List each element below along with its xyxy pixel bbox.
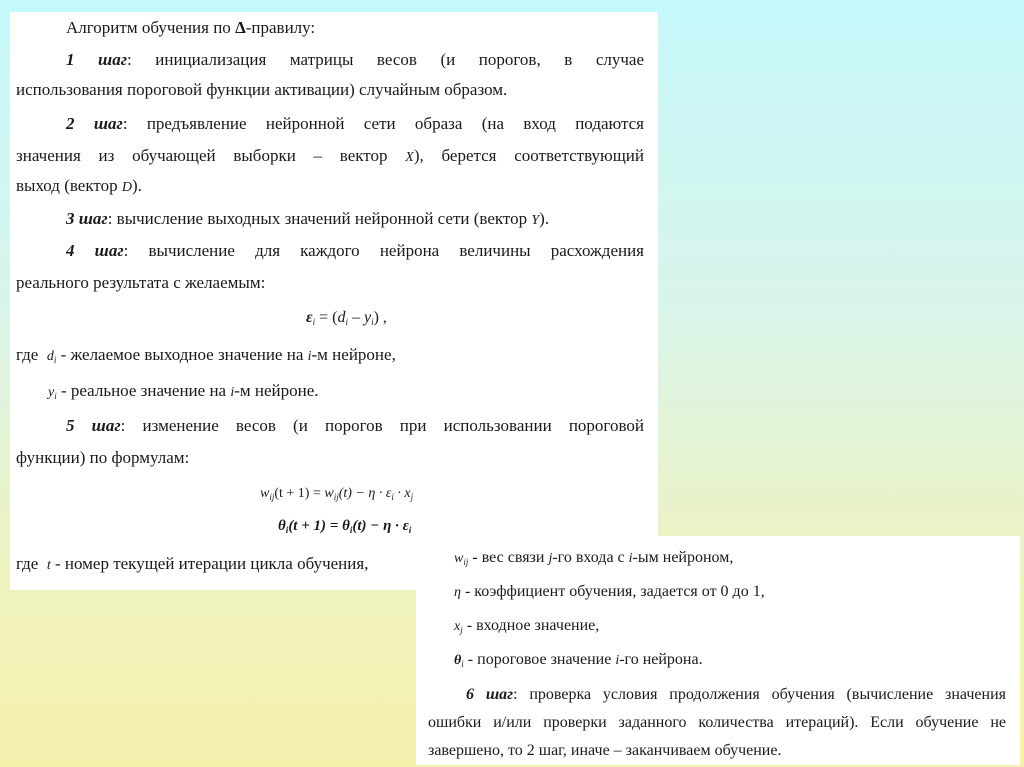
step2-text-1: предъявление нейронной сети образа (на вход подаются — [146, 114, 644, 133]
error-d: d — [337, 309, 346, 326]
d-index: i — [53, 355, 57, 365]
step6-line2: ошибки и/или проверки заданного количества итераций). Если обучение не — [428, 714, 1006, 731]
step1-label: 1 шаг — [66, 50, 127, 69]
where-d-text-b: -м нейроне, — [311, 345, 396, 364]
where-y-line — [48, 381, 319, 403]
def-w-text-a: - вес связи — [468, 549, 549, 566]
error-d-index: i — [345, 317, 348, 327]
y-index: i — [54, 391, 57, 401]
w-index-2: ij — [333, 492, 339, 502]
where-d-line — [16, 345, 396, 367]
step6-label: 6 шаг — [466, 686, 514, 703]
eps-i-index: i — [391, 492, 394, 502]
def-x-text: - входное значение, — [462, 617, 600, 634]
theta-eps-index: i — [408, 525, 412, 535]
def-eta-text: - коэффициент обучения, задается от 0 до 1, — [460, 583, 765, 600]
delta-symbol: Δ — [235, 18, 246, 37]
def-w-index: ij — [463, 557, 469, 567]
where-d-text-a: - желаемое выходное значение на — [56, 345, 304, 364]
def-x-line — [454, 616, 599, 637]
step2-text-3b: ). — [131, 176, 142, 195]
step5-label: 5 шаг — [66, 416, 121, 435]
step3-label: 3 шаг — [66, 209, 108, 228]
def-theta-line — [454, 650, 703, 671]
def-i-symbol: i — [628, 551, 633, 566]
vector-x: X — [405, 150, 414, 165]
def-j-symbol: j — [548, 551, 553, 566]
i-symbol-2: i — [230, 385, 235, 400]
step5-text-1: изменение весов (и порогов при использовании пороговой — [142, 416, 644, 435]
theta-t1: (t + 1) = θ — [288, 518, 350, 534]
eps-index: i — [312, 317, 316, 327]
title-suffix: -правилу: — [245, 18, 316, 37]
theta-index-2: i — [349, 525, 353, 535]
step4-text-1: вычисление для каждого нейрона величины расхождения — [148, 241, 645, 260]
step6-text-1: проверка условия продолжения обучения (вычисление значения — [529, 686, 1007, 703]
def-theta-i-symbol: i — [615, 653, 620, 668]
w-symbol: w — [260, 486, 270, 501]
error-y-index: i — [371, 317, 374, 327]
continued-text-card — [416, 536, 1020, 765]
theta-index: i — [285, 525, 289, 535]
step2-line3 — [16, 176, 142, 198]
where-t-prefix: где — [16, 554, 39, 573]
w-t: (t) − η · ε — [338, 486, 392, 501]
step4-line2: реального результата с желаемым: — [16, 273, 266, 292]
error-close: ) , — [373, 309, 387, 326]
step4-line1: 4 шаг: вычисление для каждого нейрона величины расхождения — [66, 241, 645, 260]
def-w-line — [454, 548, 733, 569]
def-w-text-c: -ым нейроном, — [632, 549, 734, 566]
error-minus: – — [347, 309, 364, 326]
weight-update-formula — [260, 484, 413, 504]
i-symbol-1: i — [307, 349, 312, 364]
step2-label: 2 шаг — [66, 114, 123, 133]
where-t-line — [16, 554, 368, 576]
t-symbol: t — [46, 558, 51, 573]
step1-line2: использования пороговой функции активации) случайным образом. — [16, 80, 508, 99]
error-y: y — [363, 309, 372, 326]
step2-line1: 2 шаг: предъявление нейронной сети образа (на вход подаются — [66, 114, 644, 133]
title-prefix: Алгоритм обучения по — [66, 18, 236, 37]
def-w-text-b: -го входа с — [552, 549, 629, 566]
def-x-index: j — [460, 625, 463, 635]
error-formula — [306, 308, 387, 328]
w-t1: (t + 1) = — [274, 486, 325, 501]
def-theta-text-b: -го нейрона. — [619, 651, 703, 668]
error-eq: = ( — [315, 309, 338, 326]
def-eta-line — [454, 582, 765, 603]
step3-line: 3 шаг: вычисление выходных значений нейронной сети (вектор Y). — [66, 209, 550, 228]
def-theta-symbol: θ — [454, 653, 462, 668]
theta-symbol: θ — [278, 518, 286, 534]
algorithm-title — [66, 18, 315, 38]
where-y-text-b: -м нейроне. — [234, 381, 319, 400]
def-theta-index: i — [461, 659, 464, 669]
step4-label: 4 шаг — [66, 241, 124, 260]
step2-text-2a: значения из обучающей выборки – вектор — [16, 146, 388, 165]
w-index: ij — [269, 492, 275, 502]
step6-line3: завершено, то 2 шаг, иначе – заканчиваем обучение. — [428, 742, 782, 759]
step2-text-3a: выход (вектор — [16, 176, 118, 195]
step5-line1: 5 шаг: изменение весов (и порогов при использовании пороговой — [66, 416, 644, 435]
step3-text-b: ). — [539, 209, 550, 228]
x-j-index: j — [410, 492, 414, 502]
step2-line2 — [16, 146, 644, 168]
def-x-symbol: x — [454, 619, 461, 634]
vector-d: D — [121, 180, 132, 195]
def-theta-text-a: - пороговое значение — [463, 651, 616, 668]
where-t-text: - номер текущей итерации цикла обучения, — [50, 554, 369, 573]
d-symbol: d — [46, 349, 54, 364]
y-symbol: y — [48, 385, 55, 400]
theta-t: (t) − η · ε — [352, 518, 409, 534]
def-w-symbol: w — [454, 551, 464, 566]
step1-text-1: инициализация матрицы весов (и порогов, в случае — [155, 50, 644, 69]
step3-text-a: вычисление выходных значений нейронной сети (вектор — [116, 209, 528, 228]
where-d-prefix: где — [16, 345, 39, 364]
where-y-text-a: - реальное значение на — [56, 381, 227, 400]
step5-line2: функции) по формулам: — [16, 448, 190, 467]
step2-text-2b: ), берется соответствующий — [413, 146, 645, 165]
w-x: · x — [393, 486, 411, 501]
eps-symbol: ε — [306, 309, 313, 326]
step1-line1: 1 шаг: инициализация матрицы весов (и порогов, в случае — [66, 50, 644, 69]
vector-y: Y — [531, 213, 540, 228]
def-eta-symbol: η — [454, 585, 461, 600]
threshold-update-formula — [278, 516, 411, 536]
step6-line1: 6 шаг: проверка условия продолжения обучения (вычисление значения — [466, 686, 1007, 703]
main-text-card — [10, 12, 658, 590]
w-symbol-2: w — [324, 486, 334, 501]
